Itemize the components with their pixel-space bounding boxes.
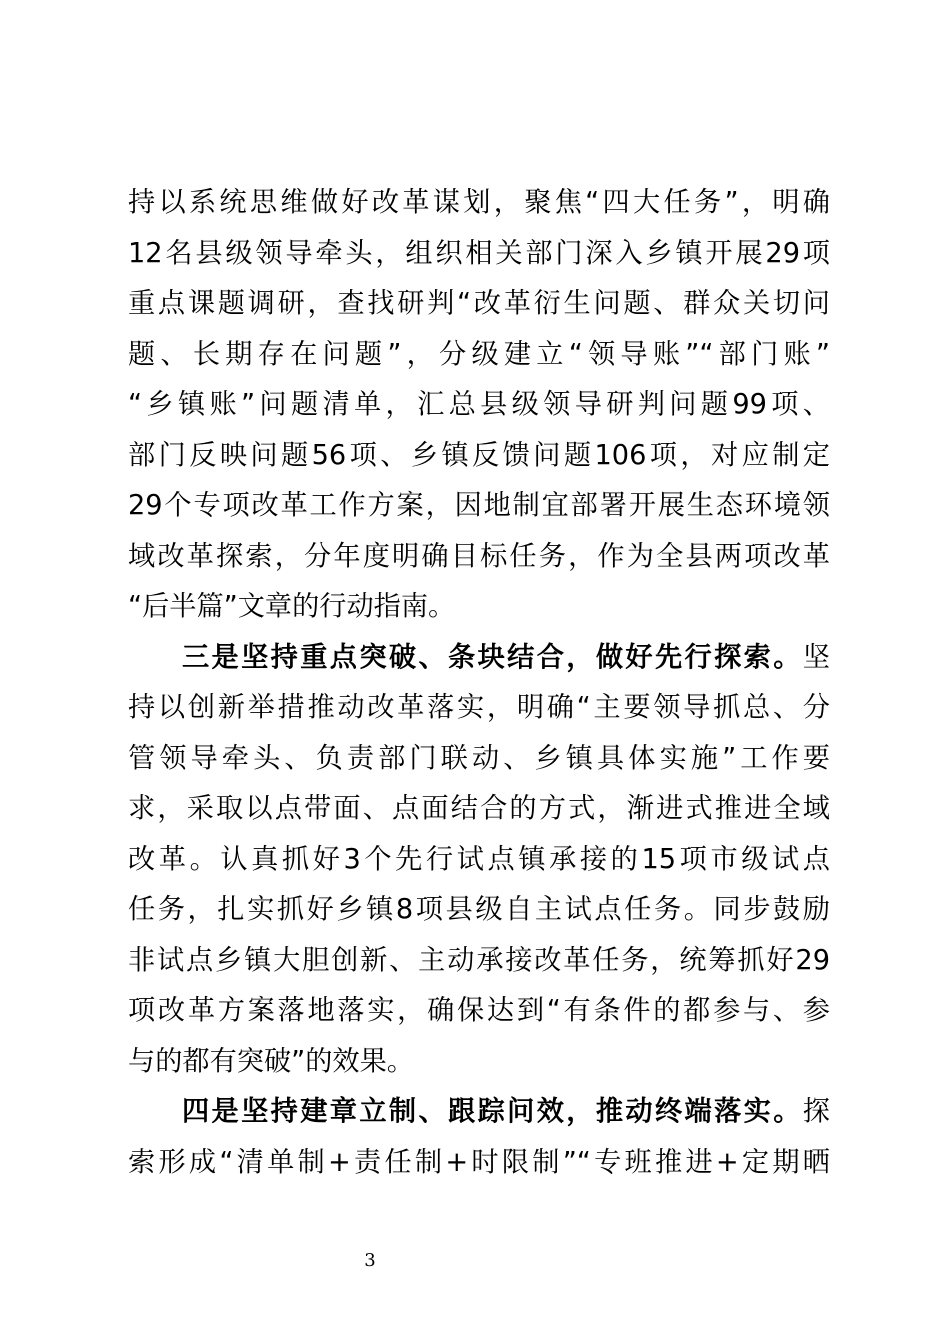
text-line: 管领导牵头、负责部门联动、乡镇具体实施”工作要: [128, 742, 830, 774]
page-number: 3: [364, 1250, 376, 1271]
text-line: 索形成“清单制+责任制+时限制”“专班推进+定期晒: [128, 1146, 830, 1178]
text-line: 部门反映问题56项、乡镇反馈问题106项，对应制定: [128, 439, 830, 471]
text-line: 题、长期存在问题”，分级建立“领导账”“部门账”: [128, 338, 830, 370]
paragraph-3: [128, 1087, 830, 1188]
text-line: “后半篇”文章的行动指南。: [128, 591, 456, 622]
text-line: 持以系统思维做好改革谋划，聚焦“四大任务”，明确: [128, 187, 830, 218]
paragraph-2: [128, 633, 830, 1088]
text-line: 改革。认真抓好3个先行试点镇承接的15项市级试点: [128, 843, 830, 875]
paragraph-heading: 四是坚持建章立制、跟踪问效，推动终端落实。: [182, 1096, 803, 1127]
text-line: 非试点乡镇大胆创新、主动承接改革任务，统筹抓好29: [128, 944, 830, 976]
text-line: 求，采取以点带面、点面结合的方式，渐进式推进全域: [128, 793, 830, 824]
paragraph-1: [128, 178, 830, 633]
text-line: 与的都有突破”的效果。: [128, 1045, 414, 1077]
text-line: “乡镇账”问题清单，汇总县级领导研判问题99项、: [128, 389, 830, 420]
paragraph-first-line: [128, 633, 830, 684]
text-line: 29个专项改革工作方案，因地制宜部署开展生态环境领: [128, 490, 830, 521]
paragraph-first-line-rest: 探: [802, 1096, 830, 1127]
paragraph-first-line-rest: 坚: [802, 641, 830, 673]
text-line: 域改革探索，分年度明确目标任务，作为全县两项改革: [128, 540, 830, 572]
paragraph-heading: 三是坚持重点突破、条块结合，做好先行探索。: [182, 641, 803, 673]
text-line: 12名县级领导牵头，组织相关部门深入乡镇开展29项: [128, 237, 830, 269]
paragraph-first-line: [128, 1087, 830, 1138]
text-line: 项改革方案落地落实，确保达到“有条件的都参与、参: [128, 995, 830, 1026]
text-line: 持以创新举措推动改革落实，明确“主要领导抓总、分: [128, 692, 830, 723]
text-line: 任务，扎实抓好乡镇8项县级自主试点任务。同步鼓励: [128, 894, 830, 925]
body-text: [128, 178, 830, 1188]
text-line: 重点课题调研，查找研判“改革衍生问题、群众关切问: [128, 288, 830, 319]
